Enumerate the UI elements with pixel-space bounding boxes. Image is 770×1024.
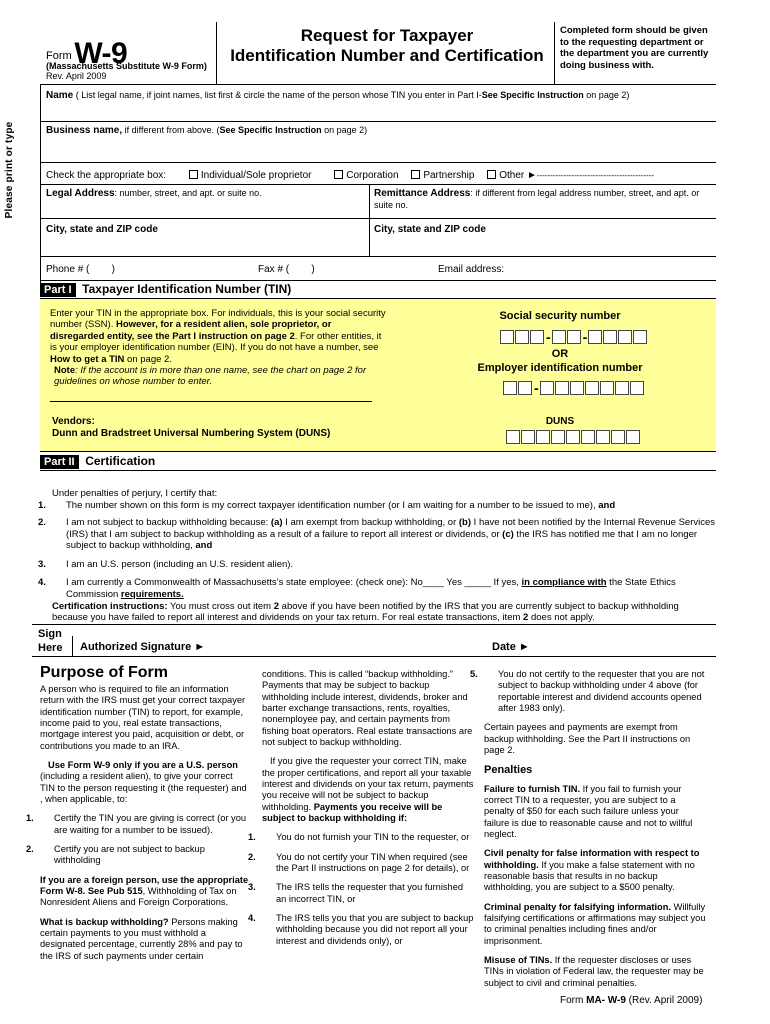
footer-form-id: Form MA- W-9 (Rev. April 2009)	[560, 995, 703, 1006]
other-checkbox[interactable]: Other ►--------------------------------------------	[487, 170, 654, 181]
individual-checkbox[interactable]: Individual/Sole proprietor	[189, 170, 312, 181]
penalties-heading: Penalties	[484, 764, 533, 777]
purpose-col-2: conditions. This is called “backup withholding.” Payments that may be subject to backup withholding include interest, dividends, broker and barter exchange transactions, rents, royalties, nonemployee pay, and certain payments from fishing boat operators. Real estate transactions are not subject to backup withholding. If you give the requester your correct TIN, make the proper certifications, and report all your taxable interest and dividends on your tax return, payments you receive will not be subject to backup withholding. Payments you receive will be subject to backup withholding if: 1. You do not furnish your TIN to the requester, or 2. You do not certify your TIN when required (see the Part II instructions on page 2 for details), or 3. The IRS tells the requester that you furnished an incorrect TIN, or 4. The IRS tells you that you are subject to backup withholding because you did not report all your interest and dividends only), or	[248, 669, 474, 946]
form-word: Form	[46, 50, 72, 62]
entity-type-row	[46, 170, 716, 182]
date-field[interactable]: Date ►	[492, 641, 530, 653]
form-subtitle: (Massachusetts Substitute W-9 Form)	[46, 61, 207, 71]
name-field[interactable]: Name ( List legal name, if joint names, list first & circle the name of the person whose TIN you enter in Part I-See Specific Instruction on page 2)	[46, 90, 630, 101]
sign-here-label: Sign Here	[38, 628, 63, 654]
duns-boxes[interactable]	[506, 430, 641, 444]
city-field[interactable]: City, state and ZIP code	[46, 224, 158, 235]
phone-field[interactable]: Phone # ( )	[46, 264, 115, 275]
check-label: Check the appropriate box:	[46, 170, 167, 181]
legal-address-field[interactable]: Legal Address: number, street, and apt. or suite no.	[46, 188, 262, 199]
duns-description: Dunn and Bradstreet Universal Numbering System (DUNS)	[52, 428, 331, 439]
ein-boxes[interactable]: -	[503, 380, 645, 397]
part2-tag: Part II	[40, 455, 79, 469]
remit-city-field[interactable]: City, state and ZIP code	[374, 224, 486, 235]
part1-heading	[40, 282, 291, 297]
purpose-title: Purpose of Form	[40, 664, 169, 681]
authorized-signature-field[interactable]: Authorized Signature ►	[80, 641, 206, 653]
ssn-label: Social security number	[499, 310, 621, 322]
part2-title: Certification	[85, 454, 156, 468]
part1-instructions: Enter your TIN in the appropriate box. For individuals, this is your social security number (SSN). However, for a resident alien, sole proprietor, or disregarded entity, see the Part I instruction on page 2. For other entities, it is your employer identification number (EIN). If you do not have a number, see How to get a TIN on page 2. Note: If the account is in more than one name, see the chart on page 2 for guidelines on whose number to enter.	[50, 308, 386, 388]
corporation-checkbox[interactable]: Corporation	[334, 170, 398, 181]
ein-label: Employer identification number	[477, 362, 643, 374]
partnership-checkbox[interactable]: Partnership	[411, 170, 474, 181]
fax-field[interactable]: Fax # ( )	[258, 264, 315, 275]
part1-tag: Part I	[40, 283, 76, 297]
email-field[interactable]: Email address:	[438, 264, 505, 275]
part1-title: Taxpayer Identification Number (TIN)	[82, 282, 292, 296]
part2-heading	[40, 454, 155, 469]
remittance-address-field[interactable]: Remittance Address: if different from legal address number, street, and apt. or suite no.	[374, 188, 700, 210]
form-id: W-9	[74, 37, 128, 70]
form-revision: Rev. April 2009	[46, 71, 107, 81]
header-note: Completed form should be given to the requesting department or the department you are currently doing business with.	[560, 25, 709, 71]
or-label: OR	[551, 348, 569, 360]
form-title: Request for Taxpayer Identification Number and Certification	[230, 26, 544, 66]
vendors-label: Vendors:	[52, 416, 95, 427]
certification-text: Under penalties of perjury, I certify that: 1. The number shown on this form is my correct taxpayer identification number (or I am waiting for a number to be issued to me), and 2. I am not subject to backup withholding because: (a) I am exempt from backup withholding, or (b) I have not been notified by the Internal Revenue Services (IRS) that I am subject to backup withholding as a result of a failure to report all interest or dividends, or (c) the IRS has notified me that I am no longer subject to backup withholding, and 3. I am an U.S. person (including an U.S. resident alien). 4. I am currently a Commonwealth of Massachusetts’s state employee: (check one): No____ Yes _____ If yes, in compliance with the State Ethics Commission requirements. Certification instructions: You must cross out item 2 above if you have been notified by the IRS that you are currently subject to backup withholding because you have failed to report all interest and dividends on your tax return. For real estate transactions, item 2 does not apply.	[38, 488, 716, 624]
purpose-col-1: A person who is required to file an information return with the IRS must get your correct taxpayer identification number (TIN) to report, for example, income paid to you, real estate transactions, mortgage interest you paid, acquisition or debt, or contributions you made to an IRA. Use Form W-9 only if you are a U.S. person (including a resident alien), to give your correct TIN to the person requesting it (the requester) and , when applicable, to: 1. Certify the TIN you are giving is correct (or you are waiting for a number to be issued). 2. Certify you are not subject to backup withholding If you are a foreign person, use the appropriate Form W-8. See Pub 515, Withholding of Tax on Nonresident Aliens and Foreign Corporations. What is backup withholding? Persons making certain payments to you must withhold a designated percentage, currently 28% and pay to the IRS of such payments under certain	[26, 684, 249, 961]
sidebar-vertical-text: Please print or type	[4, 121, 15, 219]
ssn-boxes[interactable]: - -	[500, 329, 648, 346]
business-name-field[interactable]: Business name, if different from above. (See Specific Instruction on page 2)	[46, 125, 368, 136]
duns-label: DUNS	[545, 416, 575, 427]
purpose-col-3: 5. You do not certify to the requester that you are not subject to backup withholding under 4 above (for reportable interest and dividend accounts opened after 1983 only). Certain payees and payments are exempt from backup withholding. See the Part II instructions on page 2. Penalties Failure to furnish TIN. If you fail to furnish your correct TIN to a requester, you are subject to a penalty of $50 for each such failure unless your failure is due to reasonable cause and not to willful neglect. Civil penalty for false information with respect to withholding. If you make a false statement with no reasonable basis that results in no backup withholding, you are subject to a $500 penalty. Criminal penalty for falsifying information. Willfully falsifying certifications or affirmations may subject you to criminal penalties including fines and/or imprisonment. Misuse of TINs. If the requester discloses or uses TINs in violation of Federal law, the requester may be subject to civil and criminal penalties.	[470, 669, 706, 988]
